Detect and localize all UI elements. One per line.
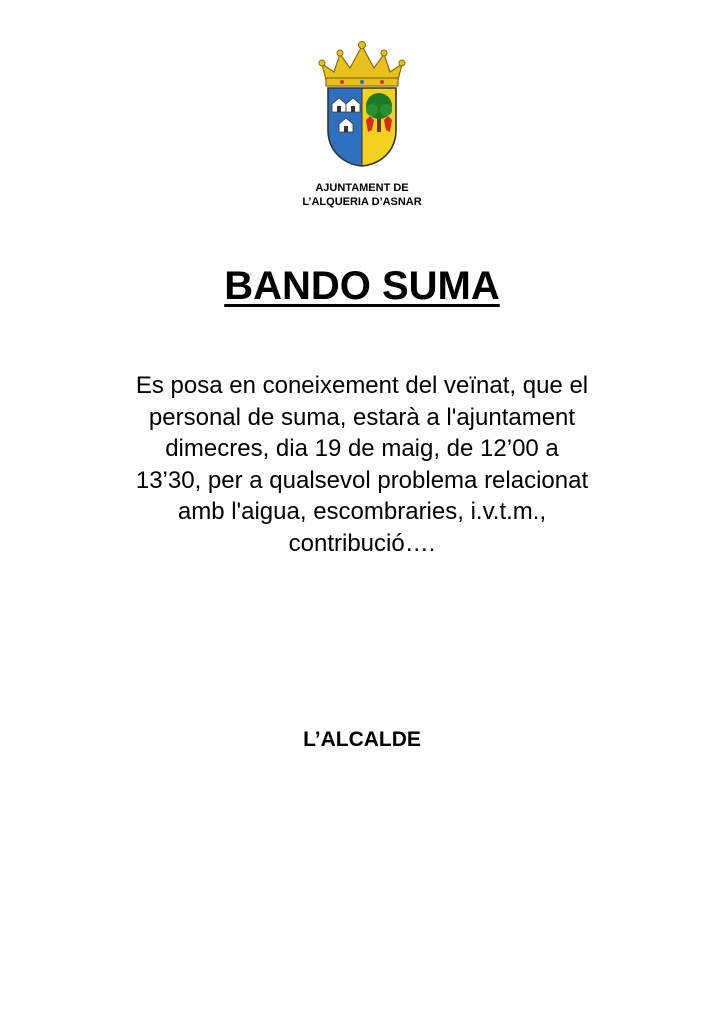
organization-name-line1: AJUNTAMENT DE — [315, 182, 409, 194]
notice-line: personal de suma, estarà a l'ajuntament — [148, 403, 576, 431]
notice-line: dimecres, dia 19 de maig, de 12’00 a — [165, 435, 559, 462]
notice-line: amb l'aigua, escombraries, i.v.t.m., — [177, 498, 547, 525]
page-title — [0, 262, 724, 310]
shield-icon — [328, 88, 396, 166]
notice-line: 13’30, per a qualsevol problema relacionat — [135, 466, 589, 494]
crown-icon — [319, 42, 405, 87]
organization-name-line2: L’ALQUERIA D’ASNAR — [302, 196, 422, 208]
coat-of-arms-icon — [312, 40, 412, 172]
notice-body — [90, 370, 634, 559]
notice-line: contribució…. — [288, 529, 436, 557]
notice-line: Es posa en coneixement del veïnat, que el — [135, 372, 589, 399]
page-title-text: BANDO SUMA — [224, 264, 500, 308]
signature: L’ALCALDE — [303, 728, 421, 751]
